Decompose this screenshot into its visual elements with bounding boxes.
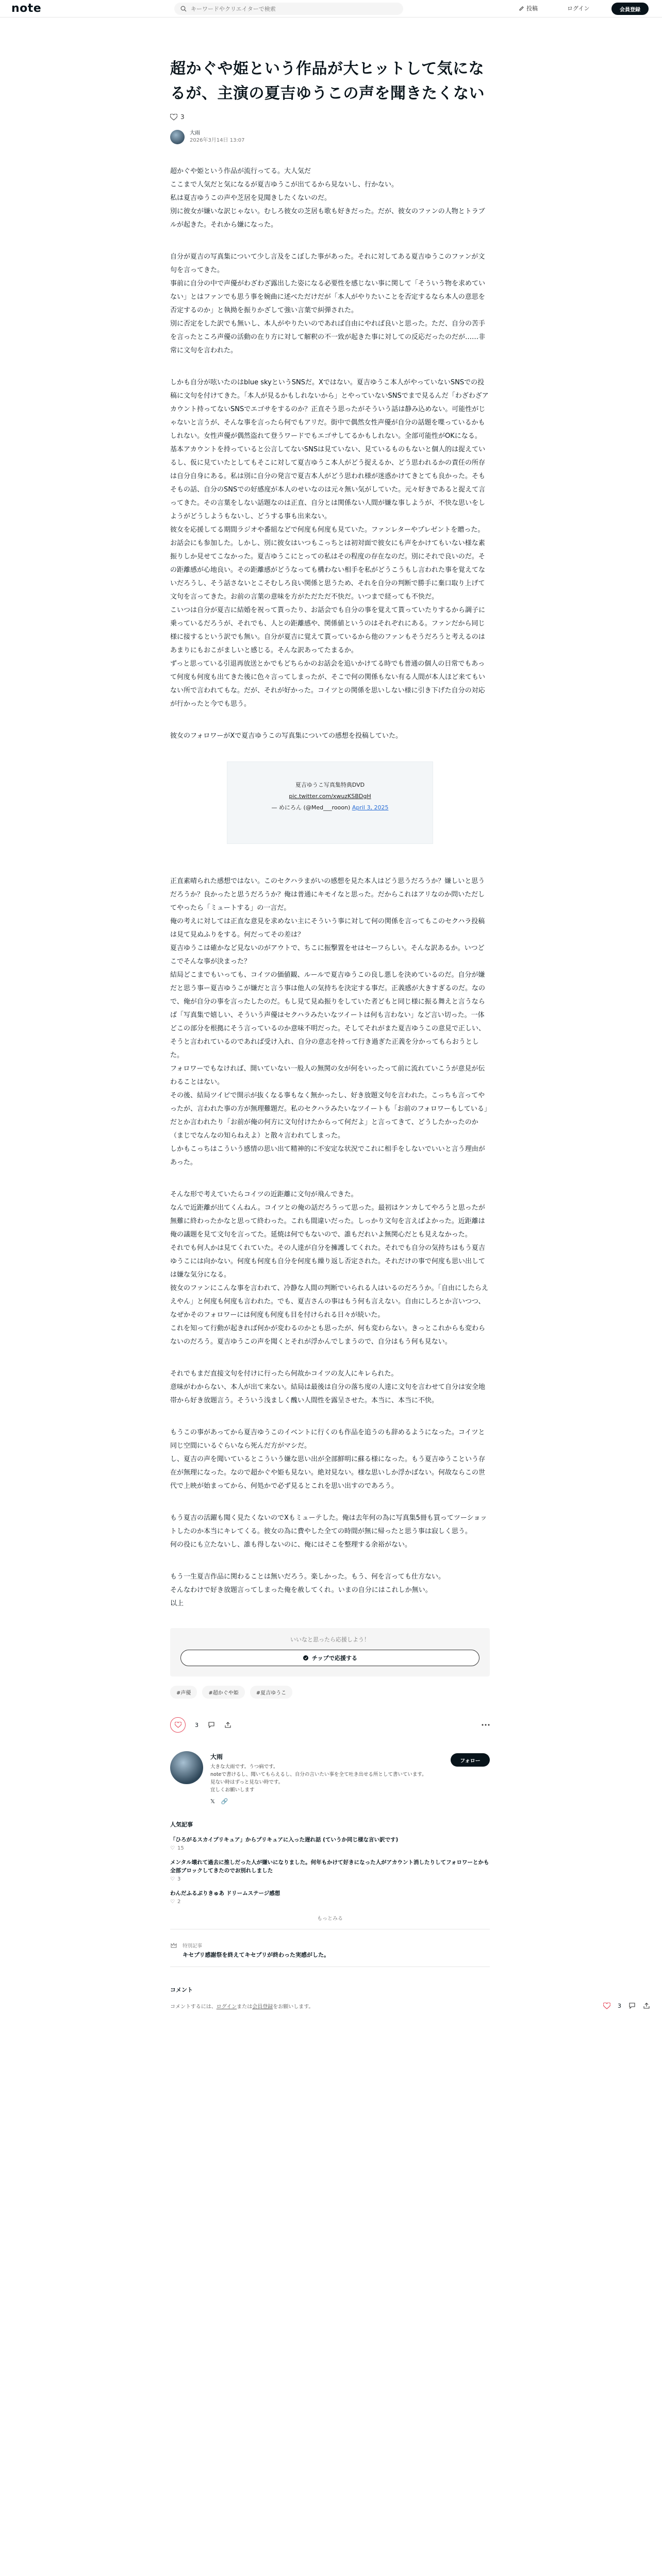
crown-icon xyxy=(170,1942,177,1949)
paragraph-10 xyxy=(170,1570,490,1611)
popular-item[interactable] xyxy=(170,1858,490,1882)
share-icon[interactable] xyxy=(224,1721,231,1728)
popular-item-likes xyxy=(170,1899,490,1905)
text-line: 結局どこまでもいっても、コイツの価値観、ルールで夏吉ゆうこの良し悪しを決めているのだ。自分が嫌だと思う事ー夏吉ゆうこが嫌だと言う事は他人の気持ちを決定する事だ。正義感が大きすぎるのだ。なので、俺が自分の事を言ったしたのだ。もし見て見ぬ振りをしていた者どもと同じ様に振る舞えと言うならば「写真集で嬉しい、そういう声優はセクハラみたいなツイートは何も言わない」など言い切った。一体どこの部分を根拠にそう言っているのか意味不明だった。そしてそれがまた夏吉ゆうこの意見で正しい、そうと言われているのであれば受け入れ、自分の意志を持って行き過ぎた正義を分かってもらおうとした。 xyxy=(170,971,486,1059)
text-line: それでも何人かは見てくれていた。その人達が自分を擁護してくれた。それでも自分の気持ちはもう夏吉ゆうこには向かない。何度も何度も自分を何度も繰り返し否定された。それだけの事で何度も思い出しては嫌な気分になる。 xyxy=(170,1244,486,1279)
paragraph-3 xyxy=(170,376,490,711)
publish-date: 2026年3月14日 13:07 xyxy=(190,138,245,143)
signup-button[interactable]: 会員登録 xyxy=(611,3,649,15)
popular-like-count: 2 xyxy=(177,1899,181,1905)
comments-login-link[interactable]: ログイン xyxy=(216,2004,237,2010)
popular-item-title[interactable]: メンタル壊れて過去に推しだった人が嫌いになりました。何年もかけて好きになった人がアカウント消したりしてフォロワーとかも全部ブロックしてきたのでお別れしました xyxy=(170,1859,489,1874)
featured-title[interactable]: キセプリ感謝祭を終えてキセプリが終わった実感がした。 xyxy=(183,1952,330,1958)
paragraph-8 xyxy=(170,1426,490,1493)
avatar[interactable] xyxy=(170,130,185,144)
author-profile xyxy=(170,1751,490,1805)
text-line: 彼女のフォロワーがXで夏吉ゆうこの写真集についての感想を投稿していた。 xyxy=(170,732,402,740)
support-question: いいなと思ったら応援しよう！ xyxy=(290,1636,370,1643)
login-link[interactable]: ログイン xyxy=(567,5,590,12)
text-line: 彼女のファンにこんな事を言われて、冷静な人間の判断でいられる人はいるのだろうか。「自由にしたらええやん」と何度も何度も言われた。でも、夏吉さんの事はもう何も言えない。自由にしろとか言いつつ、なぜかそのフォロワーには何度も何度も目を付けられる日々が続いた。 xyxy=(170,1284,488,1319)
heart-icon[interactable] xyxy=(603,2003,610,2009)
note-logo[interactable]: note xyxy=(11,2,42,15)
paragraph-7 xyxy=(170,1367,490,1408)
comment-icon[interactable] xyxy=(208,1721,215,1728)
social-links xyxy=(210,1798,427,1805)
search-input[interactable] xyxy=(191,6,387,12)
article xyxy=(170,57,490,2010)
post-button[interactable] xyxy=(519,4,538,12)
comment-icon[interactable] xyxy=(628,2002,636,2009)
heart-icon xyxy=(175,1722,181,1728)
text-line: もう夏吉の活躍も聞く見たくないのでXもミューテした。俺は去年何の為に写真集5冊も買ってツーショットしたのか本当にキレてくる。彼女の為に費やした全ての時間が無に帰ったと思う事は寂しく思う。 xyxy=(170,1514,487,1535)
tag-list xyxy=(170,1686,490,1699)
article-body xyxy=(170,165,490,1611)
action-row xyxy=(170,1717,490,1733)
heart-icon[interactable] xyxy=(170,114,177,121)
text-line: こいつは自分が夏吉に結婚を祝って貰ったり、お話会でも自分の事を覚えて貰っていたりするから調子に乗っているだろうが、それでも、人との距離感や、関係値というのはそれぞれにある。ファンだから同じ様に接するという訳でも無い。自分が夏吉に覚えて貰っているから他のファンもそうだろうと考えるのはあまりにもおこがましいと感じる。そんな訳あってたまるか。 xyxy=(170,606,486,654)
title-like-row xyxy=(170,113,490,121)
text-line: それでもまだ直接文句を付けに行ったら何故かコイツの友人にキレられた。 xyxy=(170,1370,398,1378)
text-line: もう一生夏吉作品に関わることは無いだろう。楽しかった。もう、何を言っても仕方ない。 xyxy=(170,1573,445,1581)
paragraph-6 xyxy=(170,1188,490,1349)
text-line: フォロワーでもなければ、開いていない一般人の無関の女が何をいったって前に流れていこうが意見が伝わることはない。 xyxy=(170,1065,485,1086)
see-more-link[interactable]: もっとみる xyxy=(317,1916,343,1922)
tip-button[interactable] xyxy=(180,1650,479,1666)
popular-item-likes xyxy=(170,1876,490,1882)
popular-item[interactable] xyxy=(170,1836,490,1851)
like-button[interactable] xyxy=(170,1717,186,1733)
tip-label: チップで応援する xyxy=(312,1655,357,1662)
popular-item-title[interactable]: わんだふるぷりきゅあ ドリームステージ感想 xyxy=(170,1890,280,1896)
search-box[interactable] xyxy=(174,3,403,15)
featured-article[interactable] xyxy=(170,1942,490,1959)
side-like-count: 3 xyxy=(618,2002,621,2009)
search-icon xyxy=(180,6,187,12)
text-line: 以上 xyxy=(170,1600,184,1607)
text-line: 意味がわからない、本人が出て来ない。結局は最後は自分の落ち度の人達に文句を言わせて自分は安全地帯から好き放題言う。そういう浅ましく醜い人間性を露呈させた。本当に、本当に不快。 xyxy=(170,1383,486,1404)
embedded-tweet[interactable] xyxy=(227,761,433,844)
comments-note-text: をお願いします。 xyxy=(273,2004,314,2010)
x-icon[interactable]: 𝕏 xyxy=(210,1798,215,1805)
popular-heading: 人気記事 xyxy=(170,1821,193,1828)
text-line: 彼女を応援してる期間ラジオや番組などで何度も何度も見ていた。ファンレターやプレゼントを贈った。お話会にも参加した。しかし、別に彼女はいつもこっちとは初対面で彼女にも声をかけてもいない様な素振りしか見せてこなかった。夏吉ゆうこにとっての私はその程度の存在なのだ。別にそれで良いのだ。その距離感が心地良い。その距離感がどうなっても構わない相手を私がどうこうもし言われた事を覚えてないだろうし、そう話さないとこそむしろ良い関係と思うため、それを自分の判断で勝手に棄口取り上げて文句を言ってきた。お前の言葉の意味を方がただただ不快だ。いつまで経っても不快だ。 xyxy=(170,526,486,601)
text-line: これを知って行動が起きれば何かが変わるのかとも思ったが、何も変わらない。きっとこれからも変わらないのだろう。夏吉ゆうこの声を聞くとそれが浮かんでしまうので、自分はもう何も見ない。 xyxy=(170,1325,486,1346)
text-line: そんな形で考えていたらコイツの近距離に文句が飛んできた。 xyxy=(170,1191,358,1198)
coin-icon xyxy=(303,1655,309,1661)
tweet-author-handle: — めにろん (@Med___rooon) xyxy=(271,804,351,811)
paragraph-2 xyxy=(170,250,490,358)
tweet-text: 夏吉ゆうこ写真集特典DVD xyxy=(295,782,365,788)
paragraph-9 xyxy=(170,1512,490,1552)
tag-kaguya[interactable]: #超かぐや姫 xyxy=(202,1686,244,1699)
author-row xyxy=(170,130,490,144)
text-line: その後、結局ツイピで開示が抜くなる事もなく無かったし、好き放題文句を言われた。こっちも言ってやったが、言われた事の方が無理難題だ。私のセクハラみたいなツイートも「お前のフォロワーもしている」だとか言われたり「お前が俺の何方に文句付けたからって何だよ」と言ってきて、どうしたかったのか（まじでなんなの知らねえよ）と散々言われてしまった。 xyxy=(170,1092,488,1140)
tag-voice-actor[interactable]: #声優 xyxy=(170,1686,197,1699)
link-icon[interactable]: 🔗 xyxy=(221,1798,228,1805)
paragraph-1 xyxy=(170,165,490,232)
paragraph-4 xyxy=(170,730,490,743)
text-line: 自分が夏吉の写真集について少し言及をこぼした事があった。それに対してある夏吉ゆうこのファンが文句を言ってきた。 xyxy=(170,253,485,274)
text-line: 別に彼女が嫌いな訳じゃない。むしろ彼女の芝居も歌も好きだった。だが、彼女のファンの人物とトラブルが起きた。それから嫌になった。 xyxy=(170,208,485,229)
text-line: もうこの事があってから夏吉ゆうこのイベントに行くのも作品を追うのも辞めるようになった。コイツと同じ空間にいるぐらいなら死んだ方がマシだ。 xyxy=(170,1429,485,1450)
pencil-icon xyxy=(519,6,524,11)
more-icon[interactable] xyxy=(482,1724,490,1726)
follow-button[interactable]: フォロー xyxy=(451,1753,490,1767)
text-line: ここまで人気だと気になるが夏吉ゆうこが出てるから見ないし、行かない。 xyxy=(170,181,399,189)
featured-label: 特別記事 xyxy=(183,1943,203,1949)
share-icon[interactable] xyxy=(643,2002,650,2009)
comments-note xyxy=(170,2002,490,2010)
tweet-date-link[interactable]: April 3, 2025 xyxy=(352,804,389,811)
comments-heading: コメント xyxy=(170,1987,193,1993)
text-line: しかもこっちはこういう感情の思い出て精神的に不安定な状況でこれに相手をしないでいいと言う理由があった。 xyxy=(170,1145,485,1166)
comments-note-text: コメントするには、 xyxy=(170,2004,217,2010)
tweet-media-link[interactable]: pic.twitter.com/xwuzKSBDgH xyxy=(289,793,371,800)
text-line: そんなわけで好き放題言ってしまった俺を赦してくれ。いまの自分にはこれしか無い。 xyxy=(170,1586,432,1594)
profile-name[interactable]: 大雨 xyxy=(210,1753,223,1760)
popular-item-likes xyxy=(170,1845,490,1851)
like-count: 3 xyxy=(195,1721,198,1728)
side-actions xyxy=(603,2002,650,2009)
post-label: 投稿 xyxy=(526,5,538,12)
text-line: 夏吉ゆうこは確かなど見ないのがアウトで、ちこに振撃置をせはセーフらしい。そんな訳あるか。いつどこでそんな事が決まった？ xyxy=(170,944,485,965)
tag-natsuyoshi[interactable]: #夏吉ゆうこ xyxy=(250,1686,292,1699)
heart-icon: ♡ xyxy=(170,1899,175,1905)
popular-like-count: 15 xyxy=(177,1845,184,1851)
text-line: 超かぐや姫という作品が流行ってる。大人気だ xyxy=(170,167,311,175)
text-line: なんで近距離が出てくんねん。コイツとの俺の話だろうって思った。最初はケンカしてやろうと思ったが無難に終わったかなと思って終わった。これも間違いだった。しっかり文句を言えばよかった。近距離は俺の議題を見て文句を言ってた。延焼は何でもないので、誰もだれいよ無関心だとも見えなかった。 xyxy=(170,1204,485,1239)
support-box xyxy=(170,1628,490,1676)
heart-icon: ♡ xyxy=(170,1876,175,1882)
avatar-large[interactable] xyxy=(170,1751,203,1784)
profile-bio: 大きな大雨です。うつ病です。 noteで書けるし、聞いてもらえるし、自分の言いたい事を全て吐き出せる所として書いています。 見ない時はずっと見ない時です。 宜しくお願いします xyxy=(210,1764,427,1793)
top-bar xyxy=(0,0,662,18)
text-line: 事前に自分の中で声優がわざわざ露出した姿になる必要性を感じない事に関して「そういう物を求めていない」とはファンでも思う事を婉曲に述べただけだが「本人がやりたいことを否定するなら本人の意思を否定するのか」と執拗を振りかざして強い言葉で糾弾された。 xyxy=(170,280,486,314)
text-line: ずっと思っている引退再放送とかでもどちらかのお話会を追いかけてる時でも普通の個人の日常でもあって何度も何度も出てきた後に色々言ってしまったが、そこで何の関係もない有る人間が本人ほど来てもいない所で言われてもな。だが、それが好かった。コイツとの関係を思いしない様に引き下げた自分の対応が行かったと今でも思う。 xyxy=(170,660,486,708)
article-title: 超かぐや姫という作品が大ヒットして気になるが、主演の夏吉ゆうこの声を聞きたくない xyxy=(170,60,485,103)
popular-item-title[interactable]: 「ひろがるスカイプリキュア」からプリキュアに入った遅れ話 (ていうか同じ様な言い訳です) xyxy=(170,1837,399,1843)
popular-like-count: 3 xyxy=(177,1876,181,1882)
text-line: しかも自分が呟いたのはblue skyというSNSだ。Xではない。夏吉ゆうこ本人がやっていないSNSでの投稿に文句を付けてきた。「本人が見るかもしれないから」とやっていないSNSでまで見るんだ「わざわざアカウント持ってないSNSでエゴサをするのか？正直そう思ったがそういう話は静み込めない。可能性がじゃないと言うが、そんな事を言ったら何でもアリだ。街中で偶然女性声優が自分の話題を喋っているかもしれない。女性声優が偶然盗れて登うワードでもエゴサしてるかもしれない。全部可能性がOKになる。 xyxy=(170,379,489,440)
text-line: し、夏吉の声を聞いているとこういう嫌な思い出が全部鮮明に蘇る様になった。もう夏吉ゆうこという存在が無理になった。なので超かぐや姫も見ない。絶対見ない。様な思いしか浮かばない。何故ならこの世代で上映が始まってから、何処かで必ず見るとこれを思い出すのであろう。 xyxy=(170,1455,486,1490)
author-meta xyxy=(190,130,245,144)
text-line: 別に否定をした訳でも無いし、本人がやりたいのであれば自由にやれば良いと思った。ただ、自分の苦手を言ったところ声優の活動の在り方に対して解釈の不一致が起きた事に対しての反応だったのだが……非常に文句を言われた。 xyxy=(170,320,486,354)
text-line: 正直素晴られた感想ではない。このセクハラまがいの感想を見た本人はどう思うだろうか？嫌しいと思うだろうか？良かったと思うだろうか？俺は普通にキモイなと思った。だからこれはアリなのか問いただしてやったら「ミュートする」の一言だ。 xyxy=(170,877,485,912)
text-line: 俺の考えに対しては正直な意見を求めない主にそういう事に対して何の関係を言ってもこのセクハラ投稿は見て見ぬふりをする。何だってその差は？ xyxy=(170,918,485,939)
tweet-author xyxy=(227,802,433,814)
comments-signup-link[interactable]: 会員登録 xyxy=(252,2004,273,2010)
paragraph-5 xyxy=(170,875,490,1170)
text-line: 基本アカウントを持っていると公言してないSNSは見ていない、見ているものもないと個人的は捉えているし、仮に見ていたとしてもそこに対して夏吉ゆうこ本人がどう捉えるか、どう思われるかの責任の所存は自分自身にある。私は別に自分の発言で夏吉本人がどう思われ様が迷惑かけてきとても良かった。そもそもの話、自分のSNSでの好感度が本人のせいなのは元々無い気がしていた。元々好きであると捉えて言ってきた。その言葉をしない話題なのは正直、自分とは関係ない人間が嫌な事しようが、不快な思いをしようがどうしようもないし、どうする事も出来ない。 xyxy=(170,446,486,520)
text-line: 私は夏吉ゆうこの声や芝居を見聞きしたくないのだ。 xyxy=(170,194,332,202)
comments-note-text: または xyxy=(237,2004,253,2010)
heart-icon: ♡ xyxy=(170,1845,175,1851)
author-name[interactable]: 大雨 xyxy=(190,130,200,136)
title-like-count: 3 xyxy=(180,113,185,121)
text-line: 何の役にも立たないし、誰も得しないのに、俺にはそこを整理する余裕がない。 xyxy=(170,1541,412,1549)
popular-item[interactable] xyxy=(170,1889,490,1905)
